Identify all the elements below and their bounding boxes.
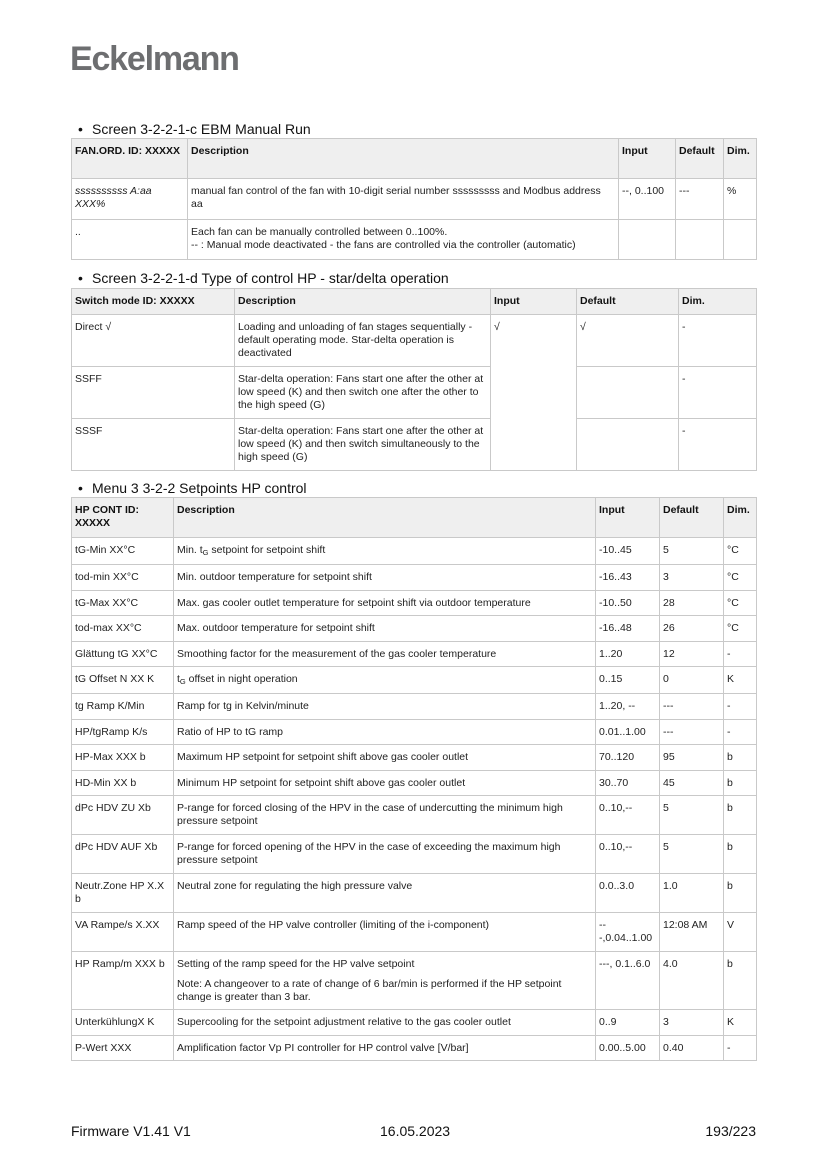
cell-default: --- [660, 694, 724, 720]
cell-input: 30..70 [596, 771, 660, 796]
cell-input: 0.0..3.0 [596, 874, 660, 913]
cell-description: Smoothing factor for the measurement of the gas cooler temperature [174, 642, 596, 667]
header-input: Input [596, 498, 660, 538]
table-row [72, 179, 757, 220]
table-header-row [72, 498, 757, 538]
cell-id: tod-max XX°C [72, 616, 174, 642]
cell-dim: V [724, 913, 757, 952]
header-default: Default [676, 139, 724, 179]
cell-input: --, 0..100 [619, 179, 676, 220]
table-row [72, 720, 757, 745]
cell-description: Max. gas cooler outlet temperature for setpoint shift via outdoor temperature [174, 591, 596, 616]
brand-logo: Eckelmann [70, 40, 239, 78]
cell-id: SSSF [72, 419, 235, 471]
table-row [72, 538, 757, 565]
cell-dim: - [724, 1036, 757, 1061]
cell-dim: K [724, 667, 757, 694]
table-row [72, 1010, 757, 1036]
cell-id: tG Offset N XX K [72, 667, 174, 694]
cell-input: 1..20 [596, 642, 660, 667]
cell-id: VA Rampe/s X.XX [72, 913, 174, 952]
table-header-row [72, 139, 757, 179]
cell-description: Ramp for tg in Kelvin/minute [174, 694, 596, 720]
header-id: FAN.ORD. ID: XXXXX [72, 139, 188, 179]
table-row [72, 367, 757, 419]
ebm-manual-run-table [71, 138, 757, 260]
cell-id: Neutr.Zone HP X.X b [72, 874, 174, 913]
cell-id: ssssssssss A:aa XXX% [72, 179, 188, 220]
cell-dim: °C [724, 565, 757, 591]
cell-description: manual fan control of the fan with 10-digit serial number sssssssss and Modbus address aa [188, 179, 619, 220]
table-row [72, 591, 757, 616]
cell-input [619, 220, 676, 260]
section-1-title-text: Screen 3-2-2-1-c EBM Manual Run [92, 121, 311, 137]
table-header-row [72, 289, 757, 315]
bullet: • [78, 121, 83, 137]
footer-date: 16.05.2023 [380, 1123, 451, 1139]
cell-input: -16..43 [596, 565, 660, 591]
table-row [72, 1036, 757, 1061]
table-row [72, 835, 757, 874]
cell-description: Star-delta operation: Fans start one after the other at low speed (K) and then switch simultaneously to the high speed (G) [235, 419, 491, 471]
cell-description: Ramp speed of the HP valve controller (limiting of the i-component) [174, 913, 596, 952]
cell-dim: - [679, 367, 757, 419]
table-row [72, 796, 757, 835]
cell-dim: b [724, 952, 757, 1010]
bullet: • [78, 270, 83, 286]
header-dim: Dim. [724, 498, 757, 538]
cell-default: 3 [660, 565, 724, 591]
table-row [72, 565, 757, 591]
cell-id: dPc HDV AUF Xb [72, 835, 174, 874]
header-input: Input [491, 289, 577, 315]
table-row [72, 616, 757, 642]
cell-description [188, 220, 619, 260]
cell-dim: - [724, 694, 757, 720]
cell-dim: °C [724, 616, 757, 642]
cell-id: HD-Min XX b [72, 771, 174, 796]
cell-id: HP/tgRamp K/s [72, 720, 174, 745]
cell-description: Ratio of HP to tG ramp [174, 720, 596, 745]
cell-dim: b [724, 874, 757, 913]
cell-id: SSFF [72, 367, 235, 419]
cell-id: P-Wert XXX [72, 1036, 174, 1061]
cell-default [577, 419, 679, 471]
cell-default: 0.40 [660, 1036, 724, 1061]
header-id: Switch mode ID: XXXXX [72, 289, 235, 315]
cell-input: √ [491, 315, 577, 471]
header-dim: Dim. [679, 289, 757, 315]
cell-dim: - [679, 315, 757, 367]
cell-default: 95 [660, 745, 724, 771]
cell-description: Neutral zone for regulating the high pressure valve [174, 874, 596, 913]
cell-input: 0..15 [596, 667, 660, 694]
bullet: • [78, 480, 83, 496]
cell-input: ---,0.04..1.00 [596, 913, 660, 952]
cell-id: .. [72, 220, 188, 260]
table-row [72, 694, 757, 720]
cell-id: Glättung tG XX°C [72, 642, 174, 667]
header-id: HP CONT ID: XXXXX [72, 498, 174, 538]
hp-setpoints-table [71, 497, 757, 1061]
description-note: Note: A changeover to a rate of change of 6 bar/min is performed if the HP setpoint change is greater than 3 bar. [177, 978, 562, 1003]
cell-default: 5 [660, 796, 724, 835]
cell-description [174, 952, 596, 1010]
table-row [72, 642, 757, 667]
cell-input: 1..20, -- [596, 694, 660, 720]
cell-dim: % [724, 179, 757, 220]
cell-id: HP Ramp/m XXX b [72, 952, 174, 1010]
cell-input: 0..10,-- [596, 796, 660, 835]
header-description: Description [188, 139, 619, 179]
cell-input: ---, 0.1..6.0 [596, 952, 660, 1010]
cell-default: --- [676, 179, 724, 220]
cell-id: tod-min XX°C [72, 565, 174, 591]
cell-input: 0.01..1.00 [596, 720, 660, 745]
cell-default: 26 [660, 616, 724, 642]
section-2-title-text: Screen 3-2-2-1-d Type of control HP - star/delta operation [92, 270, 449, 286]
table-row [72, 315, 757, 367]
cell-id: HP-Max XXX b [72, 745, 174, 771]
cell-id: tg Ramp K/Min [72, 694, 174, 720]
cell-id: tG-Max XX°C [72, 591, 174, 616]
cell-default: 3 [660, 1010, 724, 1036]
table-row [72, 952, 757, 1010]
table-row [72, 874, 757, 913]
cell-description: Minimum HP setpoint for setpoint shift above gas cooler outlet [174, 771, 596, 796]
cell-dim: b [724, 745, 757, 771]
cell-description: Loading and unloading of fan stages sequentially - default operating mode. Star-delta operation is deactivated [235, 315, 491, 367]
subscript: G [202, 548, 209, 557]
header-default: Default [660, 498, 724, 538]
section-3-title-text: Menu 3 3-2-2 Setpoints HP control [92, 480, 307, 496]
header-dim: Dim. [724, 139, 757, 179]
cell-dim: - [724, 720, 757, 745]
cell-default: 5 [660, 835, 724, 874]
cell-default [577, 367, 679, 419]
cell-description: Min. outdoor temperature for setpoint shift [174, 565, 596, 591]
desc-text: t [177, 673, 180, 685]
cell-input: -10..45 [596, 538, 660, 565]
cell-default: 12 [660, 642, 724, 667]
section-3-title [78, 480, 307, 496]
cell-input: 0.00..5.00 [596, 1036, 660, 1061]
cell-dim: - [724, 642, 757, 667]
header-description: Description [174, 498, 596, 538]
table-row [72, 913, 757, 952]
table-row [72, 419, 757, 471]
cell-default: 12:08 AM [660, 913, 724, 952]
cell-description: P-range for forced closing of the HPV in the case of undercutting the minimum high pressure setpoint [174, 796, 596, 835]
desc-text: offset in night operation [185, 673, 298, 685]
section-2-title [78, 270, 449, 286]
cell-input: -16..48 [596, 616, 660, 642]
cell-description [174, 667, 596, 694]
desc-text: setpoint for setpoint shift [208, 544, 326, 556]
cell-dim [724, 220, 757, 260]
table-row [72, 745, 757, 771]
cell-input: -10..50 [596, 591, 660, 616]
header-description: Description [235, 289, 491, 315]
cell-id: dPc HDV ZU Xb [72, 796, 174, 835]
cell-dim: °C [724, 538, 757, 565]
cell-description: Amplification factor Vp PI controller for HP control valve [V/bar] [174, 1036, 596, 1061]
cell-description: Maximum HP setpoint for setpoint shift above gas cooler outlet [174, 745, 596, 771]
cell-description: P-range for forced opening of the HPV in the case of exceeding the maximum high pressure setpoint [174, 835, 596, 874]
cell-default: 28 [660, 591, 724, 616]
header-input: Input [619, 139, 676, 179]
cell-default: 45 [660, 771, 724, 796]
description-line: Each fan can be manually controlled between 0..100%. [191, 226, 448, 238]
footer-page-number: 193/223 [705, 1123, 756, 1139]
cell-dim: b [724, 835, 757, 874]
cell-default [676, 220, 724, 260]
table-row [72, 771, 757, 796]
cell-description: Supercooling for the setpoint adjustment relative to the gas cooler outlet [174, 1010, 596, 1036]
section-1-title [78, 121, 311, 137]
cell-input: 70..120 [596, 745, 660, 771]
cell-description: Max. outdoor temperature for setpoint shift [174, 616, 596, 642]
header-default: Default [577, 289, 679, 315]
description-line: Setting of the ramp speed for the HP valve setpoint [177, 958, 415, 970]
cell-description: Star-delta operation: Fans start one after the other at low speed (K) and then switch one after the other to the high speed (G) [235, 367, 491, 419]
cell-id: UnterkühlungX K [72, 1010, 174, 1036]
desc-text: Min. t [177, 544, 203, 556]
cell-input: 0..9 [596, 1010, 660, 1036]
cell-dim: - [679, 419, 757, 471]
cell-default: 5 [660, 538, 724, 565]
cell-default: 4.0 [660, 952, 724, 1010]
star-delta-table [71, 288, 757, 471]
cell-default: 1.0 [660, 874, 724, 913]
table-row [72, 667, 757, 694]
cell-default: 0 [660, 667, 724, 694]
cell-input: 0..10,-- [596, 835, 660, 874]
cell-default: --- [660, 720, 724, 745]
cell-dim: K [724, 1010, 757, 1036]
cell-id: tG-Min XX°C [72, 538, 174, 565]
cell-dim: b [724, 796, 757, 835]
table-row [72, 220, 757, 260]
cell-dim: °C [724, 591, 757, 616]
cell-id: Direct √ [72, 315, 235, 367]
cell-description [174, 538, 596, 565]
cell-dim: b [724, 771, 757, 796]
description-line: -- : Manual mode deactivated - the fans are controlled via the controller (automatic) [191, 239, 576, 251]
cell-default: √ [577, 315, 679, 367]
footer-firmware: Firmware V1.41 V1 [71, 1123, 191, 1139]
subscript: G [179, 677, 186, 686]
